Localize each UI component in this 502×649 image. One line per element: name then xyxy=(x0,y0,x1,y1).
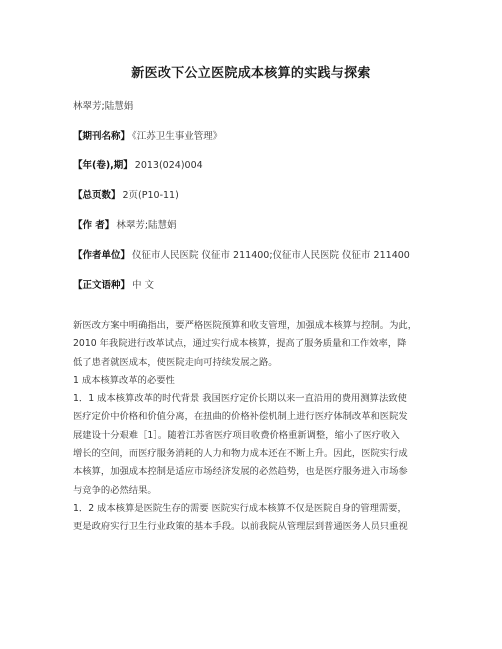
meta-author-value: 林翠芳;陆慧娟 xyxy=(116,220,177,231)
meta-year-issue-value: 2013(024)004 xyxy=(134,160,203,171)
meta-pages xyxy=(73,187,179,201)
section-heading: 1 成本核算改革的必要性 xyxy=(73,374,175,386)
article-body xyxy=(73,317,445,537)
meta-pages-value: 2页(P10-11) xyxy=(122,190,179,201)
meta-affiliation-value: 仪征市人民医院 仪征市 211400;仪征市人民医院 仪征市 211400 xyxy=(132,250,410,261)
meta-journal-value: 《江苏卫生事业管理》 xyxy=(132,131,223,142)
meta-year-issue xyxy=(73,157,203,171)
meta-language-value: 中 文 xyxy=(132,280,155,291)
meta-language-label: 【正文语种】 xyxy=(73,280,131,291)
meta-affiliation xyxy=(73,247,410,261)
meta-journal-label: 【期刊名称】 xyxy=(73,131,131,142)
body-line: 1．1 成本核算改革的时代背景 我国医疗定价长期以来一直沿用的费用测算法致使 xyxy=(73,393,407,405)
meta-journal xyxy=(73,128,222,142)
body-line: 本核算，加强成本控制是适应市场经济发展的必然趋势，也是医疗服务进入市场参 xyxy=(73,466,408,478)
article-title: 新医改下公立医院成本核算的实践与探索 xyxy=(131,66,371,81)
article-authors: 林翠芳;陆慧娟 xyxy=(73,101,134,112)
body-line: 医疗定价中价格和价值分离，在扭曲的价格补偿机制上进行医疗体制改革和医院发 xyxy=(73,411,408,423)
meta-language xyxy=(73,277,154,291)
body-line: 1．2 成本核算是医院生存的需要 医院实行成本核算不仅是医院自身的管理需要， xyxy=(73,502,407,514)
meta-year-issue-label: 【年(卷),期】 xyxy=(73,160,133,171)
body-line: 更是政府实行卫生行业政策的基本手段。以前我院从管理层到普通医务人员只重视 xyxy=(73,521,408,533)
body-line: 新医改方案中明确指出，要严格医院预算和收支管理，加强成本核算与控制。为此， xyxy=(73,320,417,331)
meta-author xyxy=(73,217,177,231)
body-line: 2010 年我院进行改革试点，通过实行成本核算，提高了服务质量和工作效率，降 xyxy=(73,338,407,350)
body-line: 展建设十分艰难［1］。随着江苏省医疗项目收费价格重新调整，缩小了医疗收入 xyxy=(73,429,400,441)
meta-pages-label: 【总页数】 xyxy=(73,190,121,201)
body-line: 增长的空间，而医疗服务消耗的人力和物力成本还在不断上升。因此，医院实行成 xyxy=(73,448,408,460)
body-line: 低了患者就医成本，使医院走向可持续发展之路。 xyxy=(73,356,278,368)
body-line: 与竞争的必然结果。 xyxy=(73,484,157,496)
meta-author-label: 【作 者】 xyxy=(73,220,115,231)
meta-affiliation-label: 【作者单位】 xyxy=(73,250,131,261)
